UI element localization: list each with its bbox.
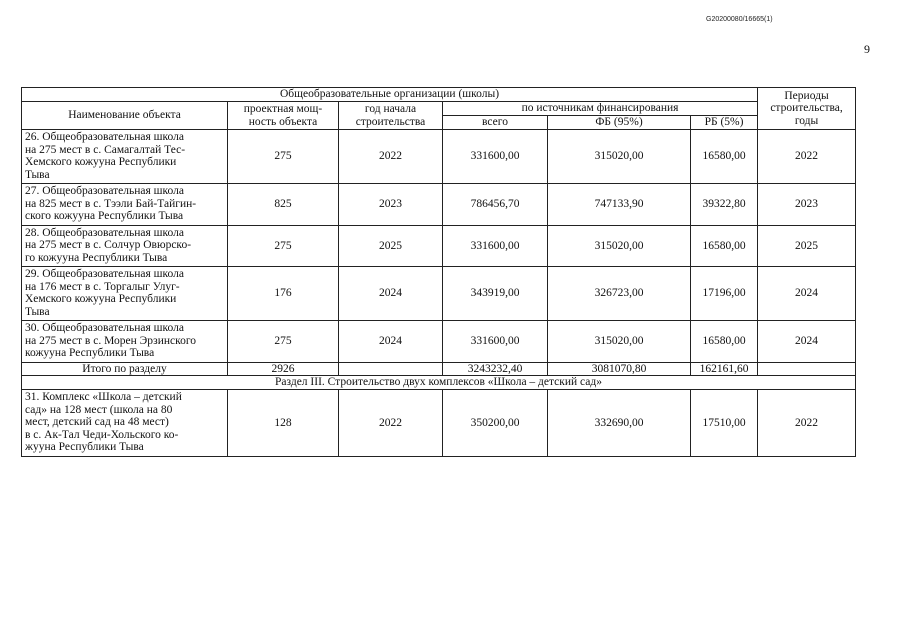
section-title: Раздел III. Строительство двух комплексов «Школа – детский сад» (22, 376, 856, 390)
object-name-cell: 31. Комплекс «Школа – детский сад» на 128 мест (школа на 80 мест, детский сад на 48 мест) в с. Ак-Тал Чеди-Хольского ко- жууна Республики Тыва (22, 390, 228, 457)
fb-cell: 315020,00 (548, 321, 691, 363)
total-capacity-cell: 2926 (228, 362, 339, 376)
header-row-1 (22, 88, 856, 102)
fb-cell: 332690,00 (548, 390, 691, 457)
capacity-header: проектная мощ- ность объекта (228, 102, 339, 130)
start-year-cell: 2022 (339, 390, 443, 457)
total-cell: 331600,00 (443, 225, 548, 267)
empty-cell (758, 362, 856, 376)
start-year-cell: 2025 (339, 225, 443, 267)
period-cell: 2023 (758, 184, 856, 226)
capacity-cell: 275 (228, 321, 339, 363)
total-cell: 343919,00 (443, 267, 548, 321)
object-name-cell: 27. Общеобразовательная школа на 825 мест в с. Тээли Бай-Тайгин- ского кожууна Республики Тыва (22, 184, 228, 226)
total-cell: 350200,00 (443, 390, 548, 457)
total-header: всего (443, 116, 548, 130)
rb-cell: 16580,00 (691, 130, 758, 184)
object-name-cell: 29. Общеобразовательная школа на 176 мест в с. Торгалыг Улуг- Хемского кожууна Республики Тыва (22, 267, 228, 321)
table-row (22, 225, 856, 267)
total-fb-cell: 3081070,80 (548, 362, 691, 376)
start-year-header: год начала строительства (339, 102, 443, 130)
capacity-cell: 176 (228, 267, 339, 321)
total-cell: 331600,00 (443, 130, 548, 184)
rb-cell: 16580,00 (691, 225, 758, 267)
group-title-header: Общеобразовательные организации (школы) (22, 88, 758, 102)
object-name-cell: 26. Общеобразовательная школа на 275 мест в с. Самагалтай Тес- Хемского кожууна Республики Тыва (22, 130, 228, 184)
rb-cell: 39322,80 (691, 184, 758, 226)
period-cell: 2025 (758, 225, 856, 267)
start-year-cell: 2023 (339, 184, 443, 226)
section-total-row (22, 362, 856, 376)
total-label-cell: Итого по разделу (22, 362, 228, 376)
fb-cell: 315020,00 (548, 130, 691, 184)
total-cell: 786456,70 (443, 184, 548, 226)
start-year-cell: 2024 (339, 267, 443, 321)
document-id: G20200080/16665(1) (706, 16, 773, 23)
capacity-cell: 128 (228, 390, 339, 457)
header-row-2 (22, 102, 856, 116)
fb-cell: 315020,00 (548, 225, 691, 267)
table-row (22, 321, 856, 363)
fb-cell: 747133,90 (548, 184, 691, 226)
period-cell: 2022 (758, 130, 856, 184)
section-title-row (22, 376, 856, 390)
capacity-cell: 275 (228, 130, 339, 184)
periods-header: Периоды строительства, годы (758, 88, 856, 130)
start-year-cell: 2022 (339, 130, 443, 184)
object-name-cell: 30. Общеобразовательная школа на 275 мест в с. Морен Эрзинского кожууна Республики Тыва (22, 321, 228, 363)
period-cell: 2024 (758, 267, 856, 321)
object-name-cell: 28. Общеобразовательная школа на 275 мест в с. Солчур Овюрско- го кожууна Республики Тыва (22, 225, 228, 267)
start-year-cell: 2024 (339, 321, 443, 363)
fb-cell: 326723,00 (548, 267, 691, 321)
rb-header: РБ (5%) (691, 116, 758, 130)
rb-cell: 17196,00 (691, 267, 758, 321)
table-row (22, 130, 856, 184)
object-name-header: Наименование объекта (22, 102, 228, 130)
table-row (22, 390, 856, 457)
table-row (22, 267, 856, 321)
total-rb-cell: 162161,60 (691, 362, 758, 376)
construction-table (21, 87, 856, 457)
period-cell: 2022 (758, 390, 856, 457)
page-number: 9 (864, 42, 870, 56)
period-cell: 2024 (758, 321, 856, 363)
total-sum-cell: 3243232,40 (443, 362, 548, 376)
total-cell: 331600,00 (443, 321, 548, 363)
table-row (22, 184, 856, 226)
rb-cell: 16580,00 (691, 321, 758, 363)
capacity-cell: 825 (228, 184, 339, 226)
rb-cell: 17510,00 (691, 390, 758, 457)
empty-cell (339, 362, 443, 376)
capacity-cell: 275 (228, 225, 339, 267)
fb-header: ФБ (95%) (548, 116, 691, 130)
financing-header: по источникам финансирования (443, 102, 758, 116)
